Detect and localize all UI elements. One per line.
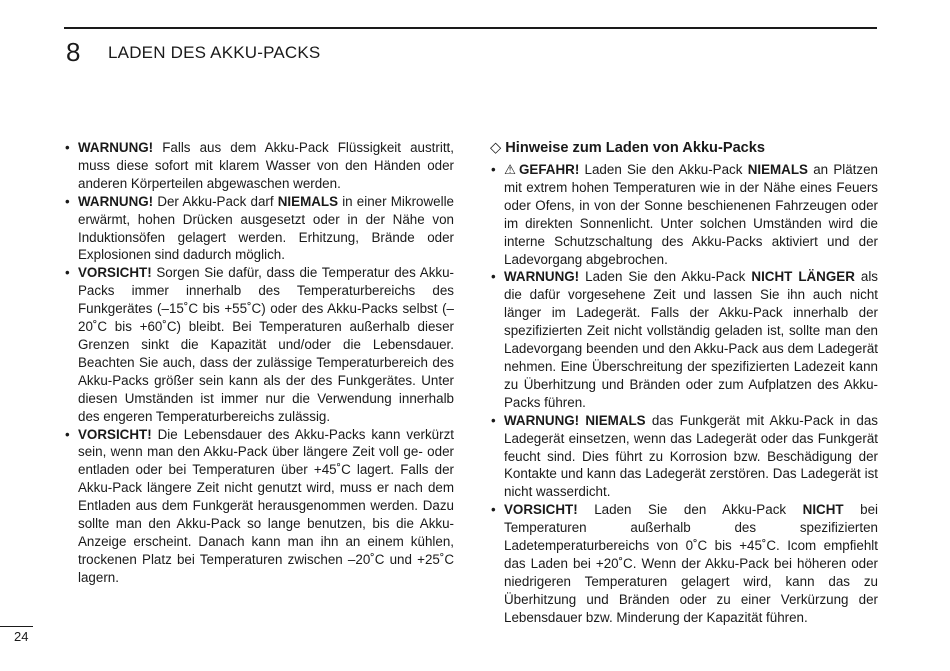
caution-item-temperature: • VORSICHT! Sorgen Sie dafür, dass die Temperatur des Akku-Packs immer innerhalb des Temperaturbereichs des Funkgerätes (–15˚C bis +55˚C) oder des Akku-Packs selbst (–20˚C bis +60˚C) bleibt. Bei Temperaturen außerhalb dieser Grenzen sinkt die Kapazität und/oder die Lebensdauer. Beachten Sie auch, dass der zulässige Temperaturbereich des Akku-Packs größer sein kann als der des Funkgerätes. Unter diesen Umständen ist immer nur die Verwendung innerhalb des engeren Temperaturbereichs zulässig. <box>65 265 454 424</box>
danger-item-heat: • ⚠ GEFAHR! Laden Sie den Akku-Pack NIEMALS an Plätzen mit extrem hohen Temperaturen wie in der Nähe eines Feuers oder Ofens, in von der Sonne beschienenen Fahrzeugen oder im direkten Sonnenlicht. Unter solchen Umständen wird die interne Schutzschaltung des Akku-Packs aktiviert und der Ladevorgang abgebrochen. <box>491 162 878 267</box>
warning-item-microwave: • WARNUNG! Der Akku-Pack darf NIEMALS in einer Mikrowelle erwärmt, hohen Drücken ausgesetzt oder in der Nähe von Induktionsöfen gelagert werden. Erhitzung, Brände oder Explosionen sind dadurch möglich. <box>65 193 455 263</box>
warning-item-moisture: • WARNUNG! NIEMALS das Funkgerät mit Akku-Pack in das Ladegerät einsetzen, wenn das Ladegerät oder das Funkgerät feucht sind. Dies führt zu Korrosion bzw. Beschädigung der Kontakte und kann das Ladegerät zerstören. Das Ladegerät ist nicht wasserdicht. <box>491 412 879 500</box>
header-rule <box>64 27 877 29</box>
footer-rule <box>0 626 33 627</box>
warning-item-charge-time: • WARNUNG! Laden Sie den Akku-Pack NICHT LÄNGER als die dafür vorgesehene Zeit und lassen Sie ihn auch nicht länger im Ladegerät. Falls der Akku-Pack innerhalb der spezifizierten Zeit nicht vollständig geladen ist, sollte man den Ladevorgang beenden und den Akku-Pack aus dem Ladegerät nehmen. Eine Überschreitung der spezifizierten Ladezeit kann zu Überhitzung und Bränden oder zum Aufplatzen des Akku-Packs führen. <box>491 269 879 410</box>
chapter-title: LADEN DES AKKU-PACKS <box>108 43 321 62</box>
warning-triangle-icon: ⚠ <box>504 162 517 177</box>
page-number: 24 <box>14 629 29 644</box>
warning-item-leak: • WARNUNG! Falls aus dem Akku-Pack Flüssigkeit austritt, muss diese sofort mit klarem Wasser von den Händen oder anderen Körperteilen abgewaschen werden. <box>65 140 454 191</box>
left-column <box>64 139 454 587</box>
caution-item-charge-temperature: • VORSICHT! Laden Sie den Akku-Pack NICHT bei Temperaturen außerhalb des spezifizierten Ladetemperaturbereichs von 0˚C bis +45˚C. Icom empfiehlt das Laden bei +20˚C. Wenn der Akku-Pack bei höheren oder niedrigeren Temperaturen gelagert wird, kann das zu Überhitzung und Bränden oder zu einer Verkürzung der Lebensdauer bzw. Minderung der Kapazität führen. <box>491 502 879 625</box>
diamond-icon: ◇ <box>490 140 502 156</box>
right-column <box>490 139 878 627</box>
caution-item-storage: • VORSICHT! Die Lebensdauer des Akku-Packs kann verkürzt sein, wenn man den Akku-Pack über längere Zeit voll ge- oder entladen oder bei Temperaturen über +45˚C lagert. Falls der Akku-Pack längere Zeit nicht genutzt wird, muss er nach dem Entladen aus dem Funkgerät herausgenommen werden. Dazu sollte man den Akku-Pack so lange benutzen, bis die Akku-Anzeige erscheint. Danach kann man ihn an einem kühlen, trockenen Platz bei Temperaturen zwischen –20˚C und +25˚C lagern. <box>65 426 454 585</box>
chapter-number: 8 <box>66 37 81 67</box>
section-heading: ◇ Hinweise zum Laden von Akku-Packs <box>490 140 766 156</box>
